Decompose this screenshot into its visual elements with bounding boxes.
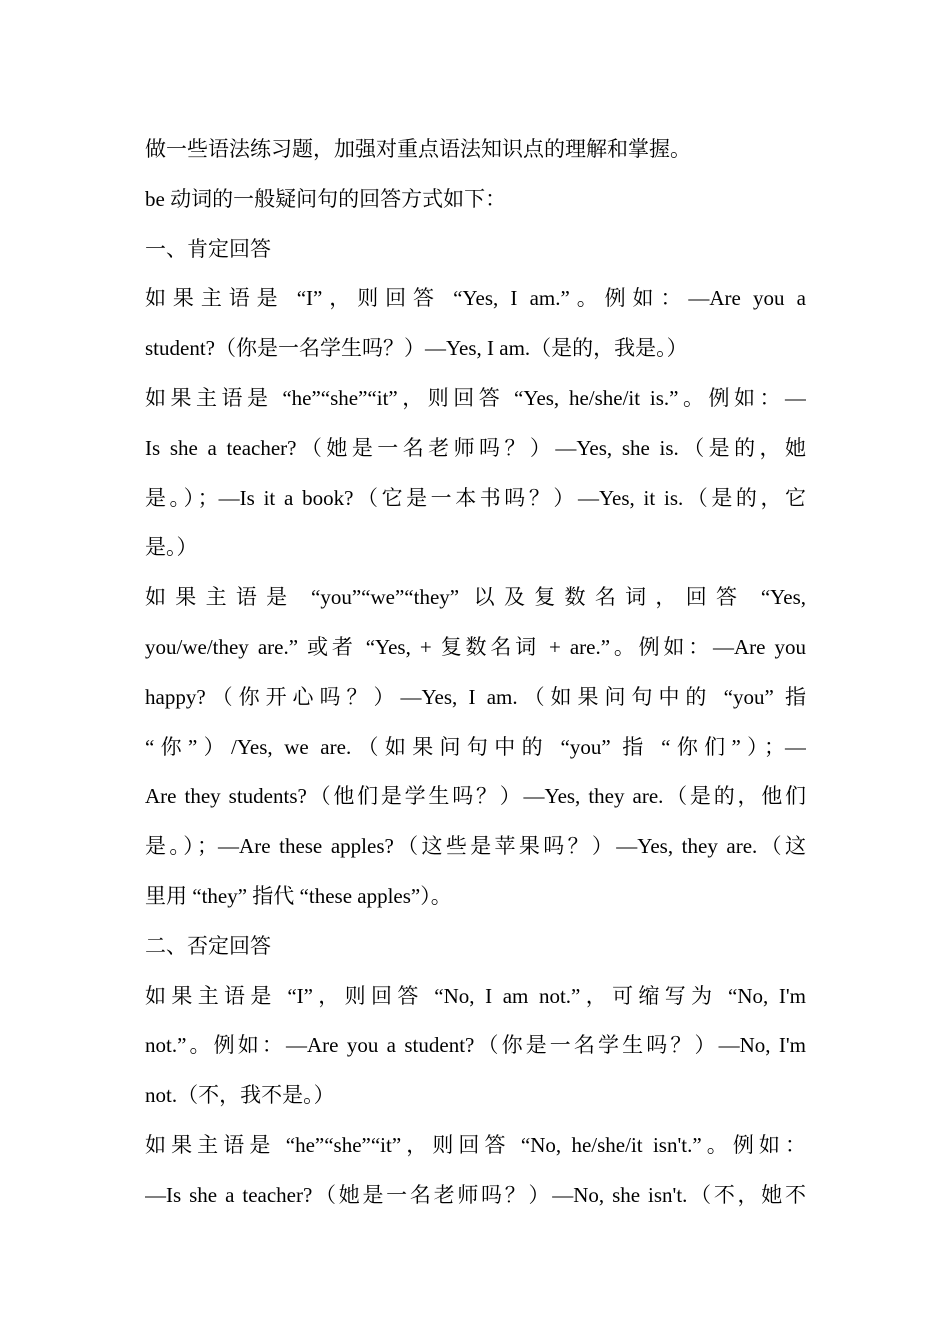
section-heading-negative: 二、否定回答 bbox=[145, 933, 271, 958]
text-line: not.”。例如：—Are you a student?（你是一名学生吗？）—No, I'm bbox=[145, 1033, 806, 1058]
text-line: 如果主语是 “he”“she”“it”，则回答 “Yes, he/she/it is.”。例如：— bbox=[145, 385, 806, 410]
text-line: 做一些语法练习题，加强对重点语法知识点的理解和掌握。 bbox=[145, 137, 691, 161]
text-line: 如果主语是 “you”“we”“they” 以及复数名词，回答 “Yes, bbox=[145, 585, 806, 610]
text-line: Is she a teacher?（她是一名老师吗？）—Yes, she is.（是的，她 bbox=[145, 435, 806, 460]
text-line: —Is she a teacher?（她是一名老师吗？）—No, she isn't.（不，她不 bbox=[145, 1182, 806, 1207]
text-line: happy?（你开心吗？）—Yes, I am.（如果问句中的 “you” 指 bbox=[145, 684, 806, 709]
text-line: student?（你是一名学生吗？）—Yes, I am.（是的，我是。） bbox=[145, 336, 688, 361]
text-line: not.（不，我不是。） bbox=[145, 1083, 335, 1108]
text-line: 如果主语是 “I”，则回答 “No, I am not.”，可缩写为 “No, I'm bbox=[145, 983, 806, 1008]
text-line: 里用 “they” 指代 “these apples”）。 bbox=[145, 883, 452, 908]
text-line: you/we/they are.” 或者 “Yes, + 复数名词 + are.”。例如：—Are you bbox=[145, 634, 806, 659]
text-line: Are they students?（他们是学生吗？）—Yes, they are.（是的，他们 bbox=[145, 784, 806, 809]
text-line: be 动词的一般疑问句的回答方式如下： bbox=[145, 186, 507, 211]
section-heading-affirmative: 一、肯定回答 bbox=[145, 236, 271, 261]
document-page bbox=[145, 125, 806, 1221]
text-line: 如果主语是 “he”“she”“it”，则回答 “No, he/she/it isn't.”。例如： bbox=[145, 1132, 806, 1157]
text-line: 是。）；—Are these apples?（这些是苹果吗？）—Yes, they are.（这 bbox=[145, 834, 806, 859]
text-line: 是。）；—Is it a book?（它是一本书吗？）—Yes, it is.（是的，它 bbox=[145, 485, 806, 510]
text-line: “你”）/Yes, we are.（如果问句中的 “you” 指 “你们”）；— bbox=[145, 734, 806, 759]
text-line: 如果主语是 “I”，则回答 “Yes, I am.”。例如：—Are you a bbox=[145, 286, 806, 311]
text-line: 是。） bbox=[145, 535, 198, 560]
